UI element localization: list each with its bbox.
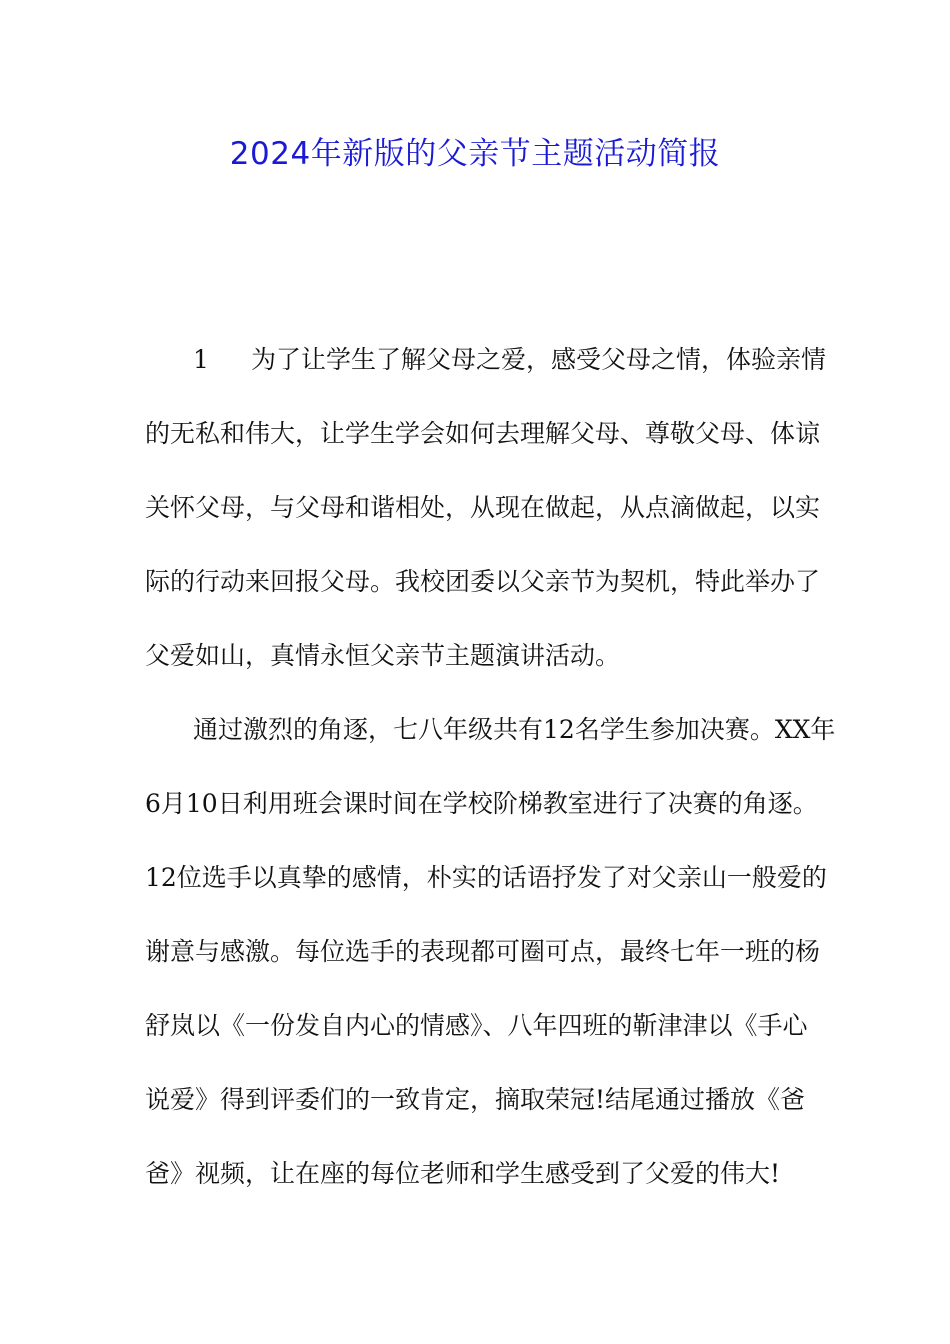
paragraph-2-line-1: 通过激烈的角逐，七八年级共有12名学生参加决赛。XX年 bbox=[193, 715, 836, 744]
paragraph-number: 1 bbox=[193, 345, 209, 374]
paragraph-2-line-3: 12位选手以真挚的感情，朴实的话语抒发了对父亲山一般爱的 bbox=[145, 863, 827, 892]
paragraph-2-line-4: 谢意与感激。每位选手的表现都可圈可点，最终七年一班的杨 bbox=[145, 937, 821, 966]
paragraph-1-line-2: 的无私和伟大，让学生学会如何去理解父母、尊敬父母、体谅 bbox=[145, 419, 821, 448]
paragraph-1-line-1 bbox=[145, 338, 826, 382]
paragraph-1-line-5: 父爱如山，真情永恒父亲节主题演讲活动。 bbox=[145, 641, 621, 670]
paragraph-1-line-4: 际的行动来回报父母。我校团委以父亲节为契机，特此举办了 bbox=[145, 567, 821, 596]
document-title: 2024年新版的父亲节主题活动简报 bbox=[229, 136, 721, 172]
paragraph-1-line-3: 关怀父母，与父母和谐相处，从现在做起，从点滴做起，以实 bbox=[145, 493, 821, 522]
paragraph-2-line-7: 爸》视频，让在座的每位老师和学生感受到了父爱的伟大! bbox=[145, 1159, 781, 1188]
paragraph-2-line-6: 说爱》得到评委们的一致肯定，摘取荣冠!结尾通过播放《爸 bbox=[145, 1085, 806, 1114]
paragraph-1-line-1-text: 为了让学生了解父母之爱，感受父母之情，体验亲情 bbox=[251, 345, 827, 374]
paragraph-2-line-2: 6月10日利用班会课时间在学校阶梯教室进行了决赛的角逐。 bbox=[145, 789, 818, 818]
paragraph-2-line-5: 舒岚以《一份发自内心的情感》、八年四班的靳津津以《手心 bbox=[145, 1011, 808, 1040]
